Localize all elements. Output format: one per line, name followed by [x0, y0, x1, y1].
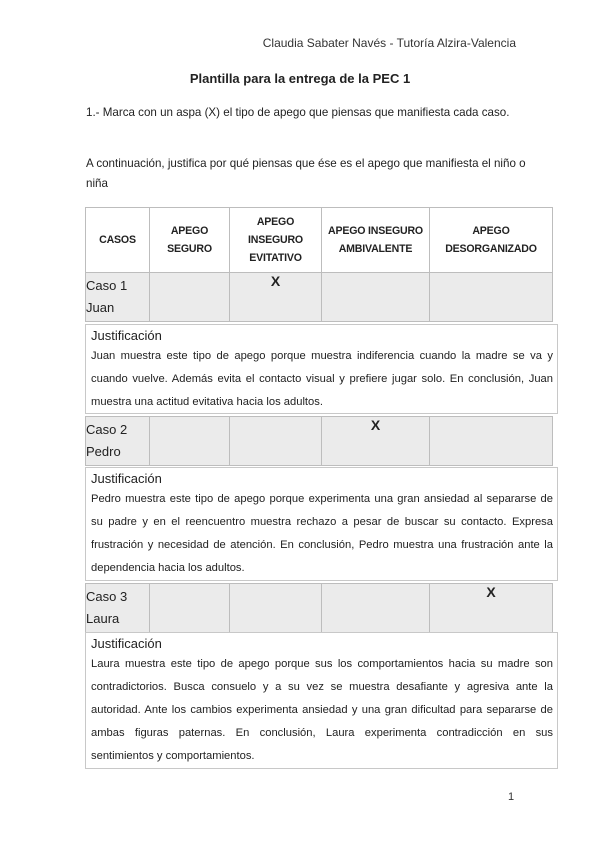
justification-label: Justificación	[91, 636, 162, 651]
mark-cell-desorganizado[interactable]	[430, 273, 553, 322]
justification-box[interactable]	[85, 324, 558, 414]
case-label: Caso 1	[86, 278, 128, 293]
header-apego-ambivalente: APEGO INSEGURO AMBIVALENTE	[322, 208, 430, 273]
table-header-row	[86, 208, 553, 273]
page-title: Plantilla para la entrega de la PEC 1	[189, 71, 411, 86]
header-author: Claudia Sabater Navés - Tutoría Alzira-Valencia	[262, 36, 516, 50]
instruction-justify: A continuación, justifica por qué piensas que ése es el apego que manifiesta el niño o niña	[86, 157, 526, 190]
header-casos: CASOS	[86, 208, 150, 273]
table-row	[86, 584, 553, 633]
mark-cell-ambivalente[interactable]	[322, 273, 430, 322]
mark-cell-evitativo[interactable]	[230, 273, 322, 322]
justification-text: Laura muestra este tipo de apego porque sus los comportamientos hacia su madre son contradictorios. Busca consuelo y a su vez se muestra desafiante y agresiva ante la autoridad. Ante los cambios experimenta ansiedad y una gran dificultad para separarse de ambas figuras paternas. En conclusión, Laura experimenta contradicción en sus sentimientos y comportamientos.	[91, 658, 553, 762]
justification-box[interactable]	[85, 632, 558, 769]
justification-label: Justificación	[91, 471, 162, 486]
header-apego-desorganizado: APEGO DESORGANIZADO	[430, 208, 553, 273]
x-mark: X	[486, 584, 496, 600]
case-child-name: Laura	[86, 611, 120, 626]
header-apego-evitativo: APEGO INSEGURO EVITATIVO	[230, 208, 322, 273]
mark-cell-seguro[interactable]	[150, 273, 230, 322]
case-cell	[86, 584, 150, 633]
mark-cell-desorganizado[interactable]	[430, 417, 553, 466]
x-mark: X	[370, 417, 381, 433]
case-cell	[86, 273, 150, 322]
header-apego-seguro: APEGO SEGURO	[150, 208, 230, 273]
justification-box[interactable]	[85, 467, 558, 581]
mark-cell-seguro[interactable]	[150, 584, 230, 633]
instruction-mark: 1.- Marca con un aspa (X) el tipo de apego que piensas que manifiesta cada caso.	[86, 106, 510, 119]
mark-cell-evitativo[interactable]	[230, 417, 322, 466]
mark-cell-evitativo[interactable]	[230, 584, 322, 633]
justification-label: Justificación	[91, 328, 162, 343]
justification-text: Pedro muestra este tipo de apego porque experimenta una gran ansiedad al separarse de su padre y en el reencuentro muestra rechazo a pesar de buscar su contacto. Expresa frustración y necesidad de atención. En conclusión, Pedro muestra una frustración ante la dependencia hacia los adultos.	[91, 493, 553, 574]
case-cell	[86, 417, 150, 466]
x-mark: X	[270, 273, 281, 289]
page-number: 1	[508, 791, 515, 803]
mark-cell-desorganizado[interactable]	[430, 584, 553, 633]
mark-cell-ambivalente[interactable]	[322, 584, 430, 633]
justification-text: Juan muestra este tipo de apego porque muestra indiferencia cuando la madre se va y cuando vuelve. Además evita el contacto visual y prefiere jugar solo. En conclusión, Juan muestra una actitud evitativa hacia los adultos.	[91, 350, 553, 408]
mark-cell-seguro[interactable]	[150, 417, 230, 466]
case-child-name: Pedro	[86, 444, 121, 459]
case-label: Caso 2	[86, 422, 128, 437]
table-row	[86, 417, 553, 466]
mark-cell-ambivalente[interactable]	[322, 417, 430, 466]
table-row	[86, 273, 553, 322]
case-child-name: Juan	[86, 300, 115, 315]
case-label: Caso 3	[86, 589, 128, 604]
